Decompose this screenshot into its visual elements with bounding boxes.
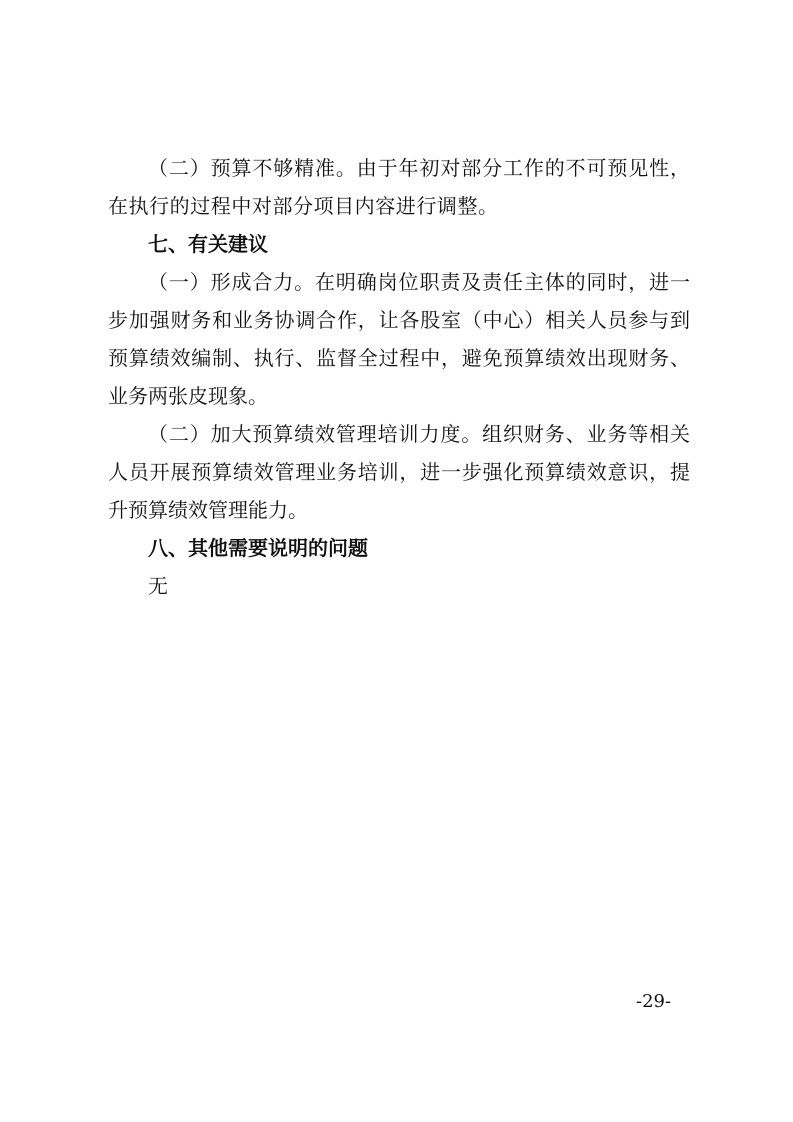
paragraph-line: 人员开展预算绩效管理业务培训，进一步强化预算绩效意识，提 (108, 460, 690, 484)
section-heading: 八、其他需要说明的问题 (148, 536, 368, 560)
paragraph-line: 业务两张皮现象。 (108, 384, 268, 408)
paragraph-line: 步加强财务和业务协调合作，让各股室（中心）相关人员参与到 (108, 308, 690, 332)
paragraph-line: 在执行的过程中对部分项目内容进行调整。 (108, 194, 498, 218)
paragraph-line: 预算绩效编制、执行、监督全过程中，避免预算绩效出现财务、 (108, 346, 690, 370)
paragraph-line: （二）加大预算绩效管理培训力度。组织财务、业务等相关 (148, 422, 690, 446)
page-number: -29- (636, 991, 672, 1012)
paragraph-line: 无 (148, 574, 168, 598)
paragraph-line: （一）形成合力。在明确岗位职责及责任主体的同时，进一 (148, 270, 690, 294)
paragraph-line: （二）预算不够精准。由于年初对部分工作的不可预见性， (148, 156, 690, 180)
paragraph-line: 升预算绩效管理能力。 (108, 498, 308, 522)
section-heading: 七、有关建议 (148, 232, 268, 256)
